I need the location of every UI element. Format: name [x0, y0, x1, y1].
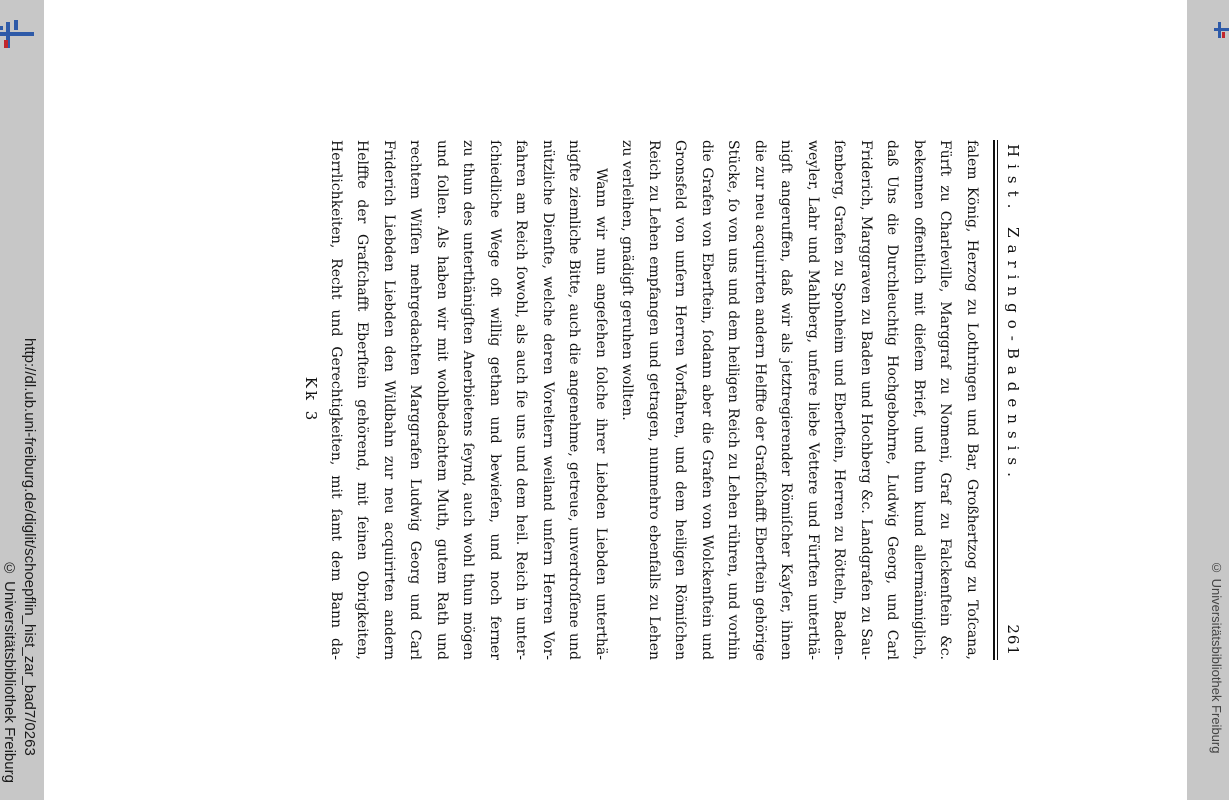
text-line: Gronsfeld von unſern Herren Vorfahren, und dem heiligen Römiſchen: [672, 140, 689, 660]
copyright-notice: © Universitätsbibliothek Freiburg: [1, 560, 18, 783]
text-line: nigſte ziemliche Bitte, auch die angenehme, getreue, unverdroſſene und: [566, 140, 583, 660]
text-line: nützliche Dienſte, welche deren Voreltern weiland unſern Herren Vor-: [540, 140, 556, 660]
header-rule-thin: [997, 140, 998, 660]
text-line: Wann wir nun angeſehen ſolche ihrer Liebden Liebden unterthä-: [593, 168, 609, 660]
text-line: bekennen offentlich mit dieſem Brief, und thun kund allermänniglich,: [911, 140, 927, 660]
text-line: Helffte der Grafſchafft Eberſtein gehörend, mit ſeinen Obrigkeiten,: [354, 140, 371, 660]
text-line: die zur neu acquirirten andern Helffte der Grafſchafft Eberſtein gehörige: [752, 140, 768, 661]
text-line: Herrlichkeiten, Recht und Gerechtigkeiten, mit ſamt dem Bann da-: [328, 140, 344, 660]
text-line: Fürſt zu Charleville, Marggraf zu Nomeni, Graf zu Falckenſtein &c.: [937, 140, 954, 660]
text-line: ſchiedliche Wege oft willig gethan und bewieſen, und noch ferner: [487, 140, 503, 660]
text-line: Friderich, Marggraven zu Baden und Hochberg &c. Landgrafen zu Sau-: [858, 140, 874, 660]
text-line: Stücke, ſo von uns und dem heiligen Reich zu Lehen rühren, und vorhin: [725, 140, 742, 660]
text-line: Friderich Liebden Liebden den Wildbahn zur neu acquirirten andern: [381, 140, 397, 660]
scanned-page-text: [302, 140, 1022, 660]
text-line: Reich zu Lehen empfangen und getragen, nunmehro ebenfalls zu Lehen: [646, 140, 662, 660]
library-logo-icon: [0, 18, 36, 52]
text-line: zu thun des unterthänigſten Anerbietens ſeynd, auch wohl thun mögen: [460, 140, 477, 660]
text-line: falem König, Herzog zu Lothringen und Bar, Großhertzog zu Toſcana,: [964, 140, 980, 660]
running-title: Hist. Zaringo-Badensis.: [1004, 144, 1022, 484]
right-margin-notice: © Universitätsbibliothek Freiburg: [1209, 560, 1224, 754]
body-text: [323, 140, 986, 660]
text-line: ſenberg, Grafen zu Sponheim und Eberſtein, Herren zu Rötteln, Baden-: [831, 140, 848, 660]
text-line: und ſollen. Als haben wir mit wohlbedachtem Muth, gutem Rath und: [434, 140, 450, 660]
text-line: daß Uns die Durchleuchtig Hochgebohrne, Ludwig Georg, und Carl: [884, 140, 901, 660]
text-line: die Grafen von Eberſtein, ſodann aber die Grafen von Wolckenſtein und: [699, 140, 715, 660]
signature-mark: Kk 3: [302, 376, 321, 424]
document-url[interactable]: http://dl.ub.uni-freiburg.de/diglit/schoepflin_hist_zar_bad7/0263: [21, 338, 38, 756]
header-rule-thick: [993, 140, 995, 660]
text-line: zu verleihen, gnädigſt geruhen wollten.: [619, 140, 636, 421]
text-line: rechtem Wiſſen mehrgedachten Marggrafen Ludwig Georg und Carl: [407, 140, 424, 660]
library-logo-small-icon: [1214, 22, 1229, 40]
text-line: nigſt angeruffen, daß wir als jetztregierender Römiſcher Kayſer, ihnen: [778, 140, 795, 660]
page-number: 261: [1004, 624, 1022, 656]
page-header: [998, 140, 1022, 660]
text-line: fahren am Reich ſowohl, als auch ſie uns und dem heil. Reich in unter-: [513, 140, 530, 660]
text-line: weyler, Lahr und Mahlberg, unſere liebe Vettere und Fürſten unterthä-: [805, 140, 821, 660]
